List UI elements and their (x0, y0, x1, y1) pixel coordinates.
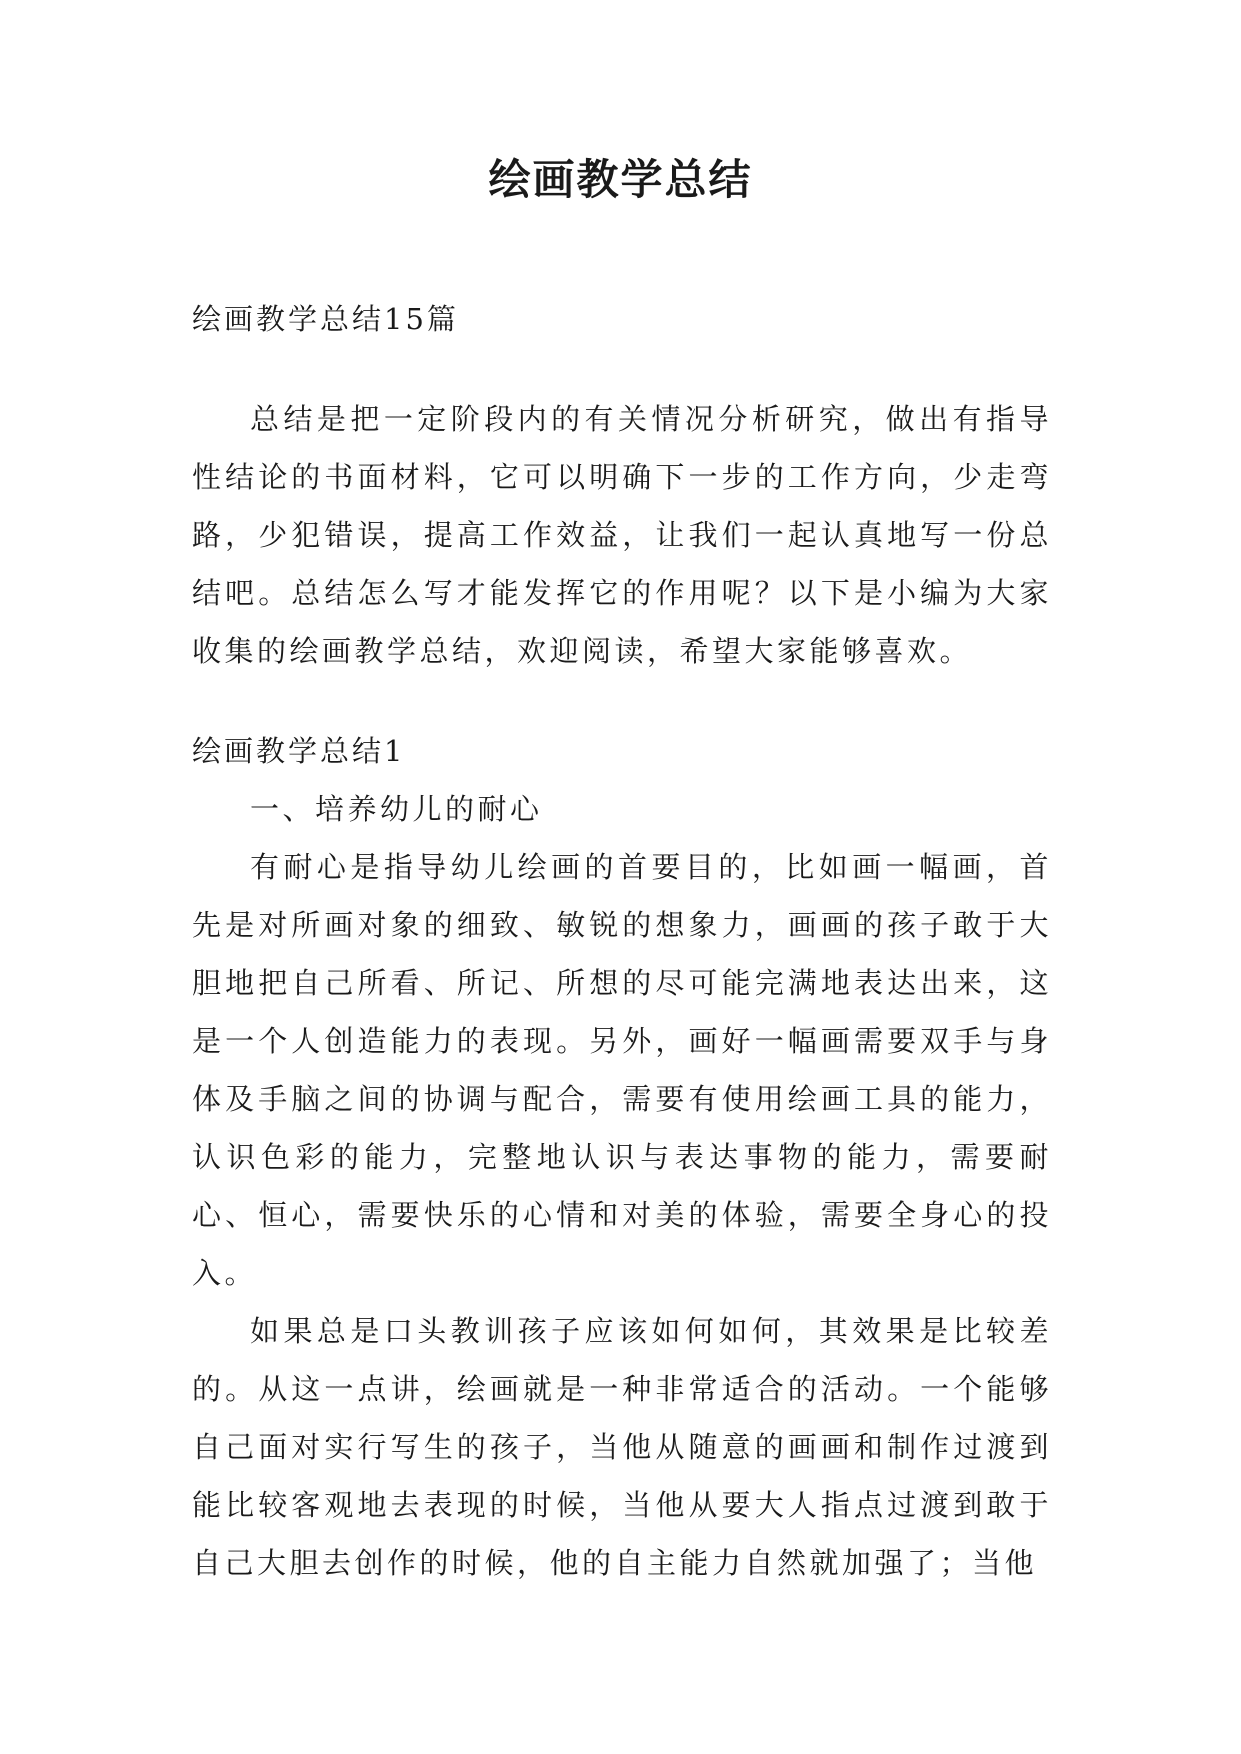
body-paragraph: 有耐心是指导幼儿绘画的首要目的，比如画一幅画，首先是对所画对象的细致、敏锐的想象力，画画的孩子敢于大胆地把自己所看、所记、所想的尽可能完满地表达出来，这是一个人创造能力的表现。另外，画好一幅画需要双手与身体及手脑之间的协调与配合，需要有使用绘画工具的能力，认识色彩的能力，完整地认识与表达事物的能力，需要耐心、恒心，需要快乐的心情和对美的体验，需要全身心的投入。 (192, 850, 1052, 1290)
document-title: 绘画教学总结 (488, 155, 753, 204)
body-paragraph: 如果总是口头教训孩子应该如何如何，其效果是比较差的。从这一点讲，绘画就是一种非常适合的活动。一个能够自己面对实行写生的孩子，当他从随意的画画和制作过渡到能比较客观地去表现的时候，当他从要大人指点过渡到敢于自己大胆去创作的时候，他的自主能力自然就加强了；当他 (192, 1314, 1052, 1580)
section-heading: 绘画教学总结1 (192, 734, 406, 768)
document-body (192, 290, 1052, 1592)
section-subheading: 一、培养幼儿的耐心 (250, 792, 543, 826)
intro-paragraph: 总结是把一定阶段内的有关情况分析研究，做出有指导性结论的书面材料，它可以明确下一步的工作方向，少走弯路，少犯错误，提高工作效益，让我们一起认真地写一份总结吧。总结怎么写才能发挥它的作用呢？以下是小编为大家收集的绘画教学总结，欢迎阅读，希望大家能够喜欢。 (192, 402, 1052, 668)
document-subtitle: 绘画教学总结15篇 (192, 302, 459, 336)
